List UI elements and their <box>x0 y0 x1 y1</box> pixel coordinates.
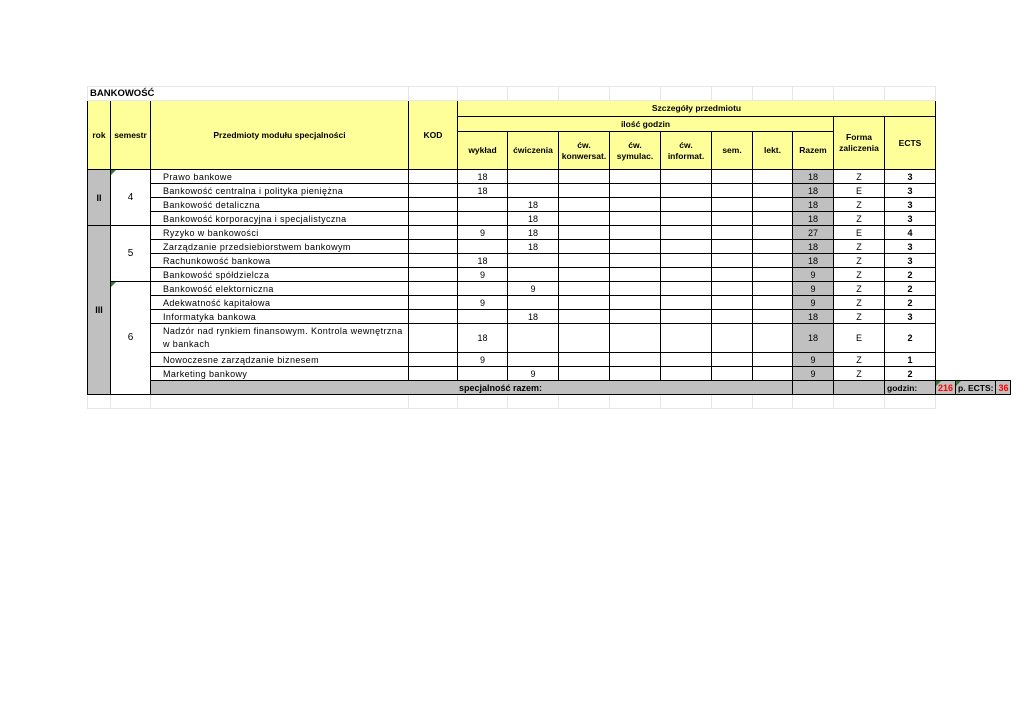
kod-cell <box>409 198 458 212</box>
ects-cell: 2 <box>885 282 936 296</box>
footer-ects-label: p. ECTS: <box>956 381 996 395</box>
header-cwiczenia: ćwiczenia <box>508 132 559 170</box>
forma-cell: Z <box>834 198 885 212</box>
wyklad-cell: 9 <box>458 226 508 240</box>
wyklad-cell <box>458 198 508 212</box>
cwiczenia-cell: 18 <box>508 198 559 212</box>
subject-name: Nadzór nad rynkiem finansowym. Kontrola wewnętrzna w bankach <box>151 324 409 353</box>
subject-name: Zarządzanie przedsiebiorstwem bankowym <box>151 240 409 254</box>
razem-cell: 18 <box>793 240 834 254</box>
header-wyklad: wykład <box>458 132 508 170</box>
kod-cell <box>409 254 458 268</box>
header-sem: sem. <box>712 132 753 170</box>
cwiczenia-cell <box>508 324 559 353</box>
ects-cell: 2 <box>885 324 936 353</box>
subject-name: Prawo bankowe <box>151 170 409 184</box>
subject-name: Nowoczesne zarządzanie biznesem <box>151 353 409 367</box>
header-ilosc-godzin: ilość godzin <box>458 117 834 132</box>
razem-cell: 18 <box>793 324 834 353</box>
wyklad-cell: 18 <box>458 184 508 198</box>
razem-cell: 27 <box>793 226 834 240</box>
razem-cell: 18 <box>793 254 834 268</box>
semester-cell: 4 <box>111 170 151 226</box>
ects-cell: 3 <box>885 240 936 254</box>
spreadsheet <box>87 86 1011 409</box>
footer-godzin-value: 216 <box>936 381 956 395</box>
ects-cell: 2 <box>885 296 936 310</box>
subject-name: Bankowość korporacyjna i specjalistyczna <box>151 212 409 226</box>
header-kod: KOD <box>409 101 458 170</box>
cwiczenia-cell <box>508 268 559 282</box>
cwiczenia-cell: 18 <box>508 226 559 240</box>
kod-cell <box>409 296 458 310</box>
ects-cell: 3 <box>885 198 936 212</box>
kod-cell <box>409 324 458 353</box>
ects-cell: 3 <box>885 310 936 324</box>
semester-cell: 6 <box>111 282 151 395</box>
ects-cell: 1 <box>885 353 936 367</box>
year-cell: II <box>88 170 111 226</box>
kod-cell <box>409 226 458 240</box>
subject-name: Bankowość centralna i polityka pieniężna <box>151 184 409 198</box>
header-ects: ECTS <box>885 117 936 170</box>
forma-cell: Z <box>834 282 885 296</box>
cwiczenia-cell <box>508 296 559 310</box>
forma-cell: Z <box>834 310 885 324</box>
ects-cell: 3 <box>885 254 936 268</box>
year-cell: III <box>88 226 111 395</box>
wyklad-cell <box>458 212 508 226</box>
razem-cell: 9 <box>793 367 834 381</box>
header-cw-informat: ćw. informat. <box>661 132 712 170</box>
forma-cell: E <box>834 324 885 353</box>
header-szczegoly: Szczegóły przedmiotu <box>458 101 936 117</box>
wyklad-cell: 9 <box>458 268 508 282</box>
ects-cell: 4 <box>885 226 936 240</box>
razem-cell: 9 <box>793 268 834 282</box>
forma-cell: Z <box>834 212 885 226</box>
header-semestr: semestr <box>111 101 151 170</box>
cwiczenia-cell <box>508 184 559 198</box>
ects-cell: 3 <box>885 184 936 198</box>
razem-cell: 18 <box>793 170 834 184</box>
ects-cell: 3 <box>885 170 936 184</box>
kod-cell <box>409 240 458 254</box>
ects-cell: 3 <box>885 212 936 226</box>
ects-cell: 2 <box>885 367 936 381</box>
subject-name: Bankowość spółdzielcza <box>151 268 409 282</box>
ects-cell: 2 <box>885 268 936 282</box>
cwiczenia-cell: 9 <box>508 282 559 296</box>
cwiczenia-cell: 18 <box>508 310 559 324</box>
kod-cell <box>409 310 458 324</box>
forma-cell: Z <box>834 353 885 367</box>
forma-cell: Z <box>834 296 885 310</box>
forma-cell: Z <box>834 254 885 268</box>
forma-cell: E <box>834 226 885 240</box>
kod-cell <box>409 282 458 296</box>
wyklad-cell <box>458 367 508 381</box>
semester-cell: 5 <box>111 226 151 282</box>
cwiczenia-cell: 9 <box>508 367 559 381</box>
cwiczenia-cell <box>508 353 559 367</box>
wyklad-cell: 9 <box>458 353 508 367</box>
subject-name: Bankowość detaliczna <box>151 198 409 212</box>
razem-cell: 9 <box>793 296 834 310</box>
header-cw-symulac: ćw. symulac. <box>610 132 661 170</box>
header-forma: Forma zaliczenia <box>834 117 885 170</box>
header-razem: Razem <box>793 132 834 170</box>
wyklad-cell <box>458 282 508 296</box>
forma-cell: E <box>834 184 885 198</box>
wyklad-cell: 18 <box>458 254 508 268</box>
razem-cell: 18 <box>793 198 834 212</box>
kod-cell <box>409 184 458 198</box>
razem-cell: 18 <box>793 212 834 226</box>
kod-cell <box>409 212 458 226</box>
subject-name: Rachunkowość bankowa <box>151 254 409 268</box>
sheet-title: BANKOWOŚĆ <box>88 87 409 101</box>
wyklad-cell <box>458 310 508 324</box>
footer-ects-value: 36 <box>996 381 1011 395</box>
forma-cell: Z <box>834 367 885 381</box>
curriculum-table <box>87 86 1011 409</box>
cwiczenia-cell: 18 <box>508 212 559 226</box>
wyklad-cell: 9 <box>458 296 508 310</box>
wyklad-cell: 18 <box>458 170 508 184</box>
wyklad-cell: 18 <box>458 324 508 353</box>
subject-name: Informatyka bankowa <box>151 310 409 324</box>
subject-name: Adekwatność kapitałowa <box>151 296 409 310</box>
header-przedmioty: Przedmioty modułu specjalności <box>151 101 409 170</box>
forma-cell: Z <box>834 268 885 282</box>
cwiczenia-cell <box>508 254 559 268</box>
footer-godzin-label: godzin: <box>885 381 936 395</box>
header-cw-konwersat: ćw. konwersat. <box>559 132 610 170</box>
kod-cell <box>409 268 458 282</box>
subject-name: Bankowość elektorniczna <box>151 282 409 296</box>
razem-cell: 18 <box>793 184 834 198</box>
kod-cell <box>409 353 458 367</box>
razem-cell: 9 <box>793 282 834 296</box>
forma-cell: Z <box>834 170 885 184</box>
header-lekt: lekt. <box>753 132 793 170</box>
subject-name: Marketing bankowy <box>151 367 409 381</box>
razem-cell: 9 <box>793 353 834 367</box>
razem-cell: 18 <box>793 310 834 324</box>
wyklad-cell <box>458 240 508 254</box>
cwiczenia-cell <box>508 170 559 184</box>
footer-label: specjalność razem: <box>151 381 793 395</box>
kod-cell <box>409 170 458 184</box>
cwiczenia-cell: 18 <box>508 240 559 254</box>
forma-cell: Z <box>834 240 885 254</box>
subject-name: Ryzyko w bankowości <box>151 226 409 240</box>
header-rok: rok <box>88 101 111 170</box>
kod-cell <box>409 367 458 381</box>
